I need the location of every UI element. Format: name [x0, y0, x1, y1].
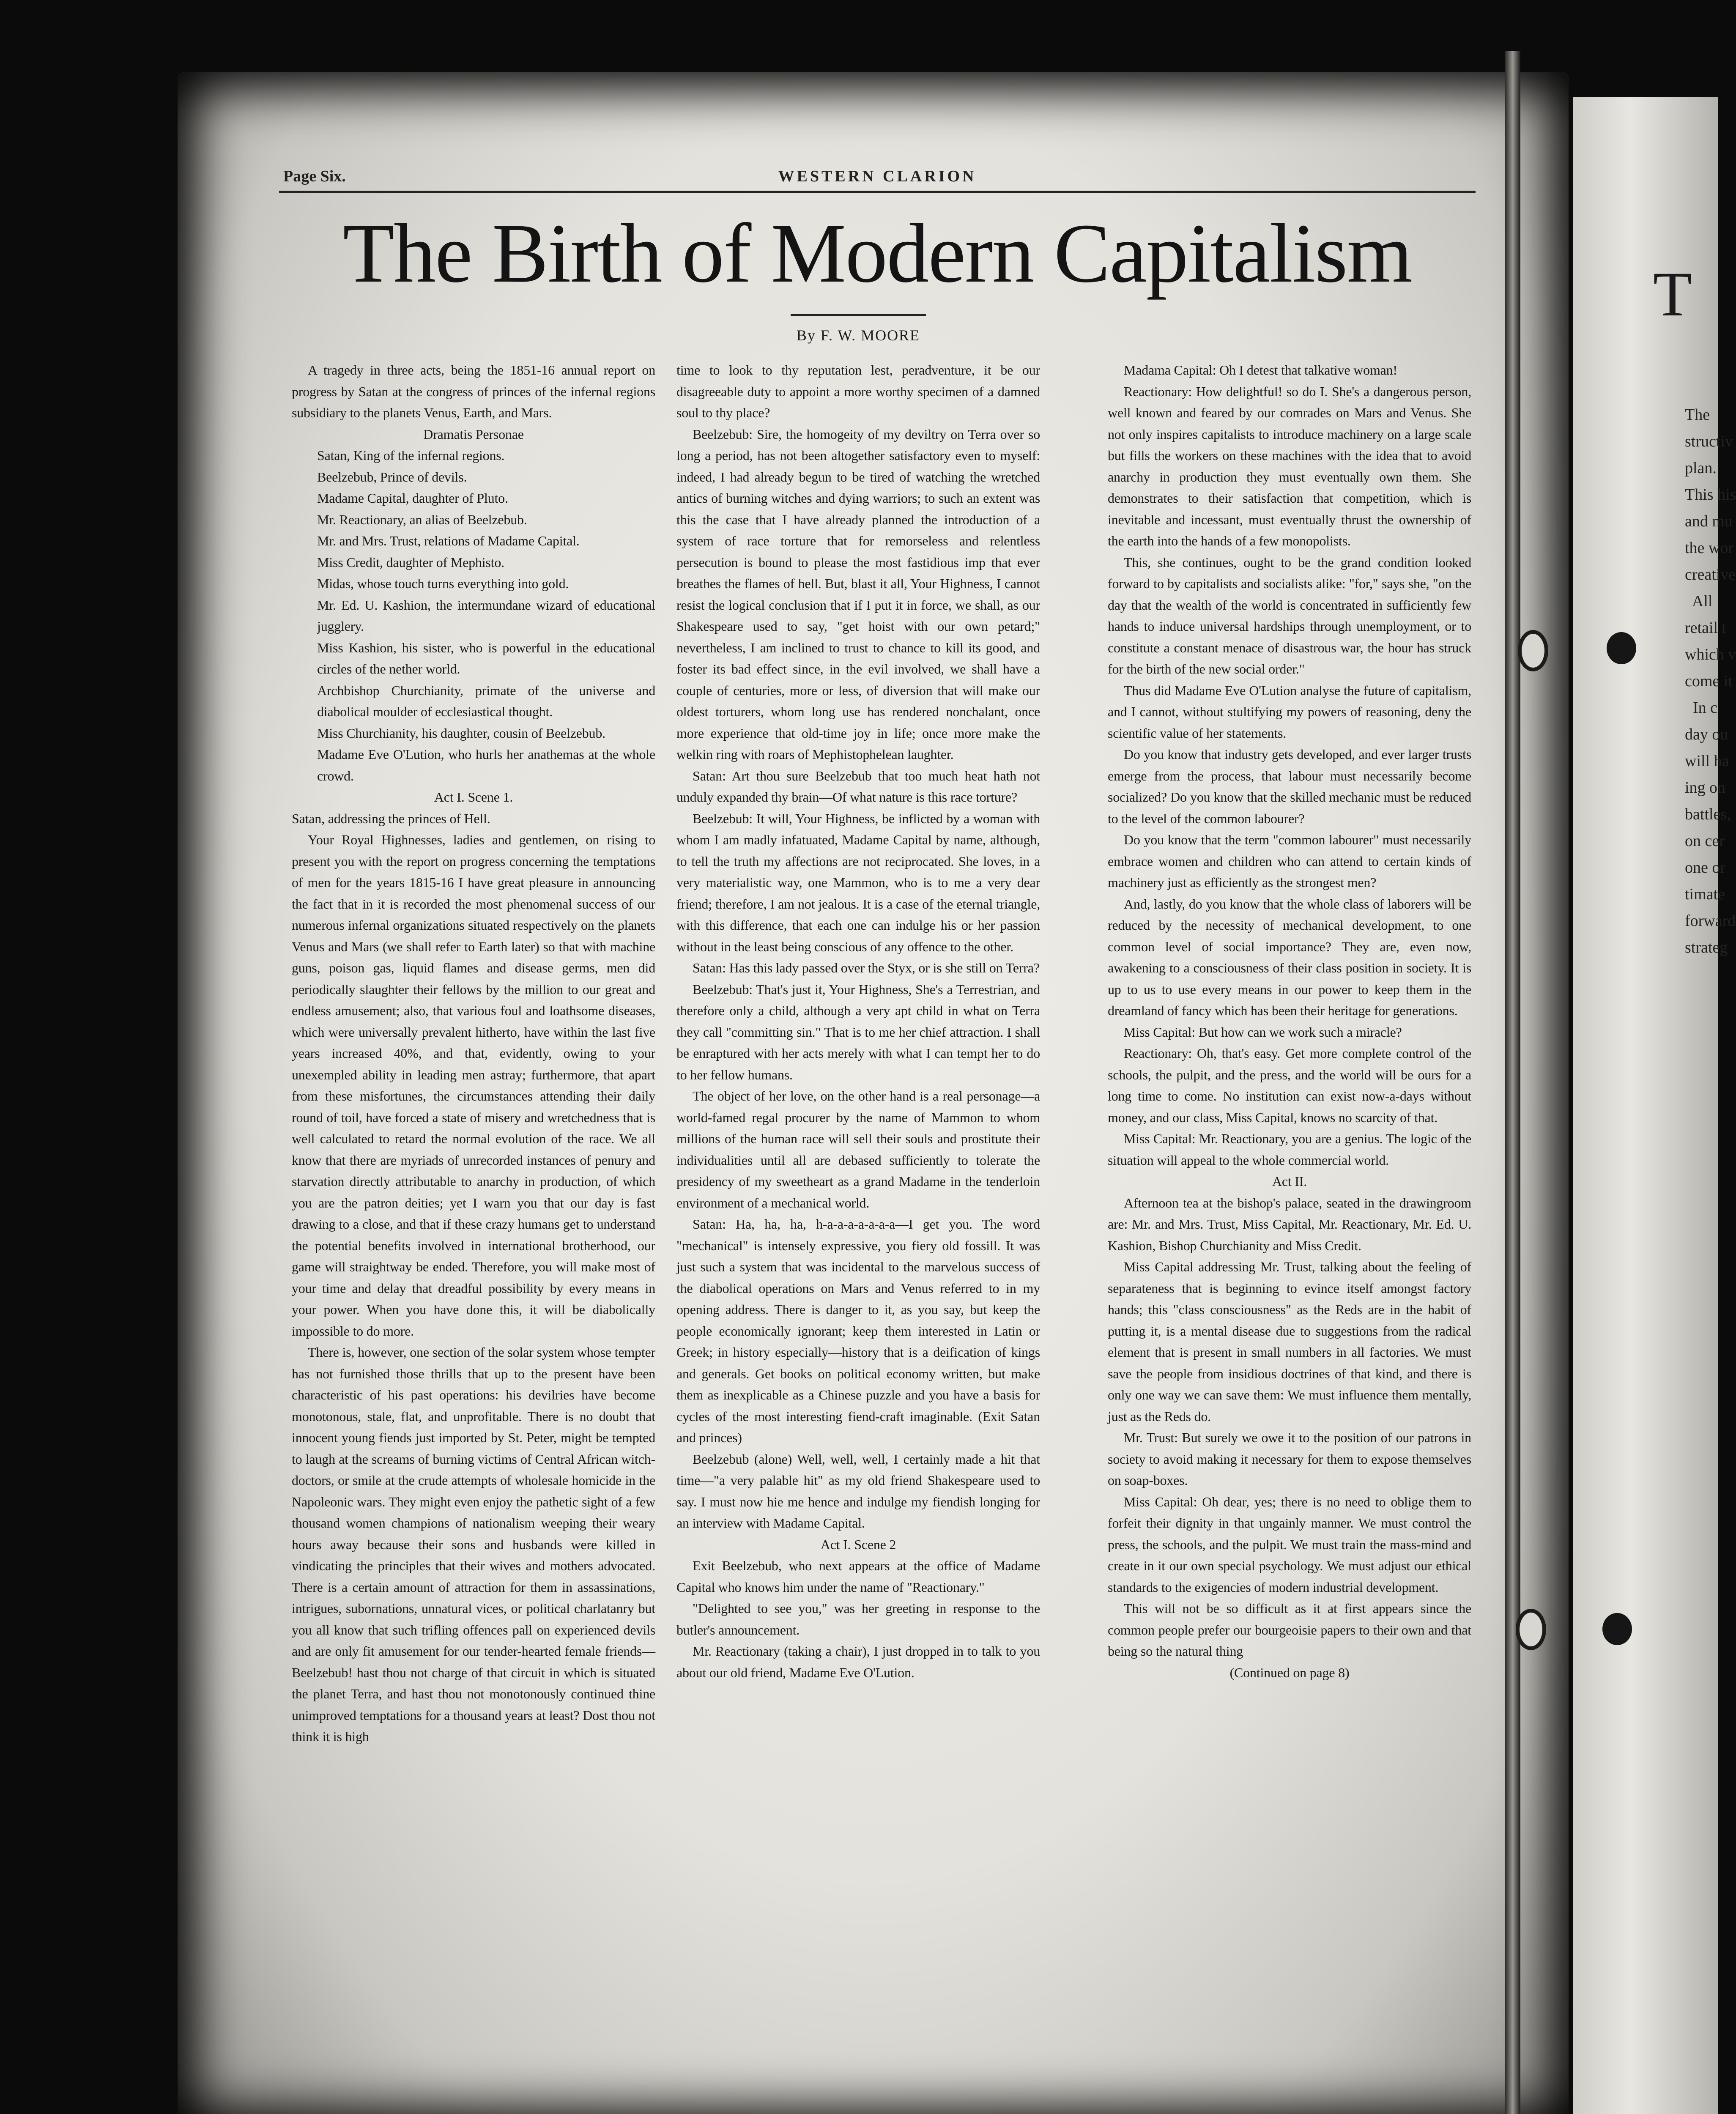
body-paragraph: Do you know that the term "common labourer" must necessarily embrace women and children who can attend to certain kinds of machinery just as efficiently as the strongest men? [1108, 832, 1471, 890]
body-paragraph: The object of her love, on the other hand is a real personage—a world-famed regal procurer by the name of Mammon to whom millions of the human race will sell their souls and prostitute their individualities until all are debased sufficiently to tolerate the presidency of my sweetheart as a grand Madame in the tenderloin environment of a mechanical world. [676, 1088, 1040, 1210]
article-title: The Birth of Modern Capitalism [342, 207, 1412, 300]
text-column-1 [292, 359, 655, 2021]
body-paragraph: Satan: Has this lady passed over the Styx, or is she still on Terra? [693, 960, 1040, 975]
act-heading: Act II. [1272, 1174, 1307, 1189]
body-paragraph: Miss Capital addressing Mr. Trust, talking about the feeling of separateness that is beginning to evince itself amongst factory hands; this "class consciousness" as the Reds are in the habit of putting it, is a mental disease due to suggestions from the radical element that is present in small numbers in all factories. We must save the people from insidious doctrines of that kind, and there is only one way we can save them: We must influence them mentally, just as the Reds do. [1108, 1259, 1471, 1424]
adjacent-page-heading: T [1653, 259, 1692, 329]
body-paragraph: Miss Capital: Oh dear, yes; there is no need to oblige them to forfeit their dignity in that ungainly manner. We must control the press, the schools, and the pulpit. We must train the mass-mind and create in it our own special psychology. We must adjust our ethical standards to the exigencies of modern industrial development. [1108, 1494, 1471, 1595]
body-paragraph: Thus did Madame Eve O'Lution analyse the future of capitalism, and I cannot, without stultifying my powers of reasoning, deny the scientific value of her statements. [1108, 682, 1471, 741]
cast-entry: Mr. Reactionary, an alias of Beelzebub. [317, 512, 527, 527]
cast-entry: Mr. and Mrs. Trust, relations of Madame Capital. [317, 533, 580, 548]
body-paragraph: Mr. Trust: But surely we owe it to the position of our patrons in society to avoid making it necessary for them to expose themselves on soap-boxes. [1108, 1430, 1471, 1488]
cast-entry: Beelzebub, Prince of devils. [317, 469, 467, 485]
body-paragraph: This, she continues, ought to be the grand condition looked forward to by capitalists and socialists alike: "for," says she, "on the day that the wealth of the world is concentrated in sufficiently few hands to induce universal hardships through unemployment, or to constitute a constant menace of disastrous war, the hour has struck for the birth of the new social order." [1108, 554, 1471, 676]
adjacent-page-fragment [1573, 97, 1736, 2114]
body-paragraph: Beelzebub (alone) Well, well, well, I certainly made a hit that time—"a very palable hit" as my old friend Shakespeare used to say. I must now hie me hence and indulge my fiendish longing for an interview with Madame Capital. [676, 1451, 1040, 1531]
adjacent-page-text: The structiv plan. This his and mu the wor creative All retail t which v come it In c day ou will ha ing on battles, on cer one or timate forward strateg [1685, 406, 1736, 956]
binding-hole [1516, 1609, 1546, 1650]
binding-hole [1518, 630, 1548, 671]
cast-entry: Madame Eve O'Lution, who hurls her anathemas at the whole crowd. [317, 747, 655, 783]
body-paragraph: Beelzebub: It will, Your Highness, be inflicted by a woman with whom I am madly infatuated, Madame Capital by name, although, to tell the truth my affections are not reciprocated. She loves, in a very materialistic way, one Mammon, who is to me a very dear friend; therefore, I am not jealous. It is a case of the eternal triangle, with this difference, that each one can indulge his or her passion without in the least being conscious of any offence to the other. [676, 811, 1040, 954]
body-paragraph: And, lastly, do you know that the whole class of laborers will be reduced by the necessity of mechanical development, to one common level of social importance? They are, even now, awakening to a consciousness of their class position in society. It is up to us to use every means in our power to keep them in the dreamland of fancy which has been their heritage for generations. [1108, 896, 1471, 1018]
cast-entry: Miss Churchianity, his daughter, cousin of Beelzebub. [317, 725, 605, 741]
scene-heading: Act I. Scene 1. [434, 789, 513, 805]
cast-entry: Archbishop Churchianity, primate of the universe and diabolical moulder of ecclesiastical thought. [317, 682, 655, 719]
body-paragraph: Do you know that industry gets developed, and ever larger trusts emerge from the process, that labour must necessarily become socialized? Do you know that the skilled mechanic must be reduced to the level of the common labourer? [1108, 747, 1471, 826]
body-paragraph: Satan: Ha, ha, ha, h-a-a-a-a-a-a-a—I get you. The word "mechanical" is intensely expressive, you fiery old fossill. It was just such a system that was incidental to the marvelous success of the diabolical operations on Mars and Venus referred to in my opening address. There is danger to it, as you say, but keep the people economically ignorant; keep them interested in Latin or Greek; in history especially—history that is a deification of kings and generals. Get books on political economy written, but make them as inexplicable as a Chinese puzzle and you have a basis for cycles of the most interesting fiend-craft imaginable. (Exit Satan and princes) [676, 1216, 1040, 1445]
cast-entry: Miss Credit, daughter of Mephisto. [317, 554, 504, 570]
page-fold-shadow [1505, 51, 1520, 2114]
dramatis-personae-heading: Dramatis Personae [423, 426, 524, 442]
newspaper-name: WESTERN CLARION [778, 167, 977, 185]
body-paragraph: time to look to thy reputation lest, peradventure, it be our disagreeable duty to appoint a more worthy specimen of a damned soul to thy place? [676, 362, 1040, 420]
body-paragraph: Exit Beelzebub, who next appears at the office of Madame Capital who knows him under the name of "Reactionary." [676, 1558, 1040, 1595]
body-paragraph: Madama Capital: Oh I detest that talkative woman! [1124, 362, 1397, 378]
body-paragraph: Miss Capital: But how can we work such a miracle? [1124, 1024, 1402, 1040]
running-header [279, 167, 1476, 193]
body-paragraph: Afternoon tea at the bishop's palace, seated in the drawingroom are: Mr. and Mrs. Trust, Miss Capital, Mr. Reactionary, Mr. Ed. U. Kashion, Bishop Churchianity and Miss Credit. [1108, 1195, 1471, 1253]
intro-paragraph: A tragedy in three acts, being the 1851-16 annual report on progress by Satan at the congress of princes of the infernal regions subsidiary to the planets Venus, Earth, and Mars. [292, 362, 655, 420]
body-paragraph: Mr. Reactionary (taking a chair), I just dropped in to talk to you about our old friend, Madame Eve O'Lution. [676, 1643, 1040, 1680]
continued-notice: (Continued on page 8) [1229, 1665, 1350, 1680]
page-number: Page Six. [283, 167, 346, 185]
body-paragraph: Your Royal Highnesses, ladies and gentlemen, on rising to present you with the report on progress concerning the temptations of men for the years 1815-16 I have great pleasure in announcing the fact that in it is recorded the most phenomenal success of our numerous infernal organizations situated respectively on the planets Venus and Mars (we shall refer to Earth later) so that with machine guns, poison gas, liquid flames and disease germs, men did periodically slaughter their fellows by the million to our great and endless amusement; also, that various foul and loathsome diseases, which were universally prevalent hitherto, have within the last five years increased 40%, and that, evidently, owing to your unexempled ability in leading men astray; furthermore, that apart from these misfortunes, the circumstances attending their daily round of toil, have forced a state of misery and wretchedness that is well calculated to retard the normal evolution of the race. We all know that there are myriads of unrecorded instances of penury and starvation directly attributable to anarchy in production, of which you are the patron deities; yet I warn you that our day is fast drawing to a close, and that if these crazy humans get to understand the potential benefits involved in international brotherhood, our game will straightway be ended. Therefore, you will make most of your time and delay that dreadful possibility by every means in your power. When you have done this, it will be diabolically impossible to do more. [292, 832, 655, 1339]
binding-hole [1607, 632, 1636, 664]
body-paragraph: This will not be so difficult as it at first appears since the common people prefer our bourgeoisie papers to their own and that being so the natural thing [1108, 1601, 1471, 1659]
cast-entry: Miss Kashion, his sister, who is powerful in the educational circles of the nether world. [317, 640, 655, 676]
byline-rule [791, 314, 926, 316]
body-paragraph: Satan: Art thou sure Beelzebub that too much heat hath not unduly expanded thy brain—Of what nature is this race torture? [676, 768, 1040, 805]
body-paragraph: Beelzebub: That's just it, Your Highness, She's a Terrestrian, and therefore only a child, although a very apt child in what on Terra they call "committing sin." That is to me her chief attraction. I shall be enraptured with her acts merely with what I can tempt her to do to her fellow humans. [676, 981, 1040, 1082]
body-paragraph: "Delighted to see you," was her greeting in response to the butler's announcement. [676, 1601, 1040, 1638]
stage-direction: Satan, addressing the princes of Hell. [292, 811, 490, 826]
cast-entry: Madame Capital, daughter of Pluto. [317, 490, 508, 506]
body-paragraph: There is, however, one section of the solar system whose tempter has not furnished those thrills that up to the present have been characteristic of his past operations: his devilries have become monotonous, stale, flat, and unprofitable. There is no doubt that innocent young fiends just imported by St. Peter, might be tempted to laugh at the screams of burning victims of Central African witch-doctors, or smile at the crude attempts of wholesale homicide in the Napoleonic wars. They might even enjoy the pathetic sight of a few thousand women champions of nationalism weeping their weary hours away because their sons and husbands were killed in vindicating the principles that their wives and mothers advocated. There is a certain amount of attraction for them in assassinations, intrigues, subornations, unnatural vices, or political charlatanry but you all know that such trifling offences pall on experienced devils and are only fit amusement for our tender-hearted female friends—Beelzebub! hast thou not charge of that circuit in which is situated the planet Terra, and hast thou not monotonously continued thine unimproved temptations for a thousand years at least? Dost thou not think it is high [292, 1345, 655, 1744]
body-paragraph: Miss Capital: Mr. Reactionary, you are a genius. The logic of the situation will appeal to the whole commercial world. [1108, 1131, 1471, 1168]
cast-entry: Midas, whose touch turns everything into gold. [317, 576, 569, 591]
article-byline: By F. W. MOORE [796, 327, 920, 344]
binding-hole [1602, 1613, 1632, 1645]
text-column-3 [1108, 359, 1471, 2021]
scene-heading: Act I. Scene 2 [820, 1536, 896, 1552]
cast-entry: Satan, King of the infernal regions. [317, 448, 505, 463]
body-paragraph: Reactionary: How delightful! so do I. She's a dangerous person, well known and feared by our comrades on Mars and Venus. She not only inspires capitalists to introduce machinery on a large scale but fills the workers on these machines with the idea that to avoid anarchy in production they must eventually own them. She demonstrates to their satisfaction that competition, which is inevitable and incessant, must eventually thrust the ownership of the earth into the hands of a few monopolists. [1108, 383, 1471, 548]
body-paragraph: Beelzebub: Sire, the homogeity of my deviltry on Terra over so long a period, has not been altogether satisfactory even to myself: indeed, I had already begun to be tired of watching the wretched antics of burning witches and dying warriors; to such an extent was this the case that I have already planned the introduction of a system of race torture that for remorseless and relentless persecution is bound to please the most fastidious imp that ever breathes the flames of hell. But, blast it all, Your Highness, I cannot resist the logical conclusion that if I put it in force, we shall, as our Shakespeare used to say, "get hoist with our own petard;" nevertheless, I am inclined to trust to chance to kill its good, and foster its bad effect since, in the evil involved, we shall have a couple of centuries, more or less, of diversion that will make our oldest torturers, whom long use has rendered nonchalant, once more experience that old-time joy in life; once more make the welkin ring with roars of Mephistophelean laughter. [676, 426, 1040, 762]
body-paragraph: Reactionary: Oh, that's easy. Get more complete control of the schools, the pulpit, and the press, and the world will be ours for a long time to come. No institution can exist now-a-days without money, and our class, Miss Capital, knows no scarcity of that. [1108, 1046, 1471, 1125]
text-column-2 [676, 359, 1040, 2021]
cast-entry: Mr. Ed. U. Kashion, the intermundane wizard of educational jugglery. [317, 597, 655, 634]
